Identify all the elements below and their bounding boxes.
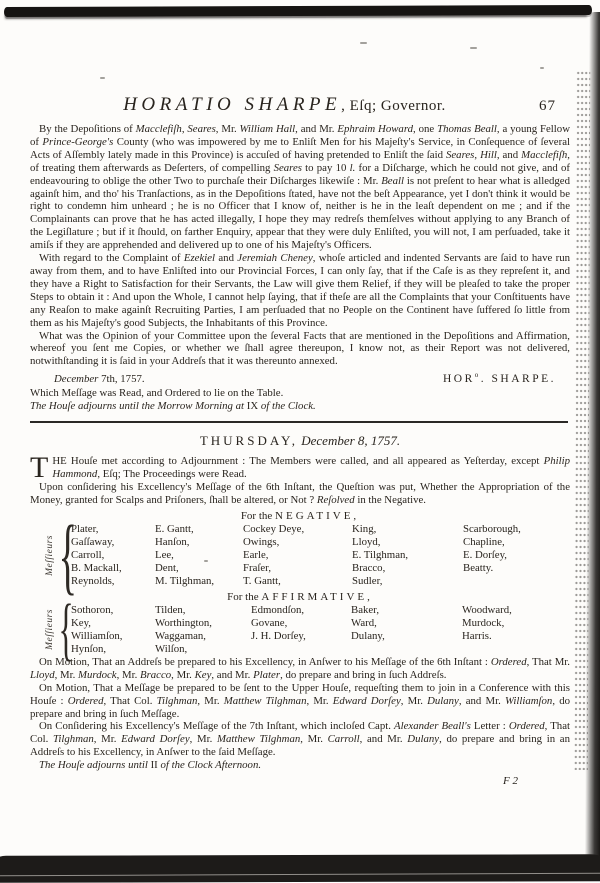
member-name: Earle, — [243, 548, 269, 561]
text-segment: AFFIRMATIVE, — [261, 590, 373, 603]
text-segment: is not preſent to hear what is alledged againſt him, and tho' his Tranſactions, as in the Depoſitions ſtated, have not the beſt Appearance, yet I don't think it would be right to condemn him unheard ; he is no Officer that I know of, neither is he in the leaſt dependent on me ; and if the Complainants can prove that he has acted illegally, I hope they may redreſs themſelves without applying to any Branch of the Legiſlature ; but if it ſhould, on farther Enquiry, appear that they were duly Enliſted, you will not, I am perſuaded, take it amiſs if they are apprehended and delivered up to one of his Majeſty's Officers. — [30, 174, 570, 252]
text-segment: , Mr. — [189, 733, 217, 746]
text-segment: , — [181, 123, 188, 135]
text-segment: , and Mr. — [211, 668, 254, 681]
text-segment: , and Mr. — [359, 733, 408, 746]
scan-speck — [100, 77, 105, 79]
member-name: King, — [352, 522, 377, 535]
text-segment: Ordered — [508, 720, 545, 733]
division-column — [463, 523, 525, 588]
member-name: Worthington, — [155, 616, 213, 629]
text-segment: of the Clock Afternoon. — [157, 759, 262, 772]
message-paragraph-1 — [30, 123, 570, 252]
text-segment: Letter : — [470, 720, 509, 733]
text-segment: , — [474, 148, 481, 161]
text-segment: Ezekiel — [183, 252, 216, 265]
member-name: Wilſon, — [155, 642, 188, 655]
text-segment: Tilghman — [52, 733, 94, 746]
text-segment: On Motion, That an Addreſs be prepared to his Excellency, in Anſwer to his Meſſage of the 6th Inſtant : — [39, 655, 491, 668]
motion-paragraph-3 — [30, 720, 570, 759]
division-column — [71, 523, 155, 588]
division-column — [71, 604, 155, 656]
governor-message — [30, 123, 570, 368]
text-segment: , and Mr. — [458, 694, 505, 707]
member-name: E. Gantt, — [155, 522, 194, 535]
text-segment: Seares — [273, 161, 302, 174]
text-segment: , and Mr. — [295, 123, 338, 135]
list-brace: { — [58, 507, 78, 604]
text-segment: , Mr. — [116, 668, 140, 681]
member-name: Owings, — [243, 535, 280, 548]
text-segment: to pay 10 — [301, 161, 350, 174]
text-segment: . SHARPE. — [480, 373, 556, 386]
scan-bottom-page-edge-line — [0, 873, 600, 876]
text-segment: Williamſon — [504, 694, 553, 707]
member-name: Cockey Deye, — [243, 522, 305, 535]
member-name: Harris. — [462, 629, 492, 642]
member-name: J. H. Dorſey, — [251, 629, 306, 642]
governor-signature — [443, 369, 556, 386]
affirmative-heading — [30, 591, 570, 604]
text-segment: Thomas Beall — [437, 123, 497, 135]
scan-speck — [470, 47, 477, 49]
page-content — [30, 94, 570, 787]
member-name: E. Dorſey, — [463, 548, 507, 561]
member-name: M. Tilghman, — [155, 574, 215, 587]
text-segment: Beall — [381, 174, 404, 187]
scan-top-edge-shadow — [4, 5, 592, 17]
member-name: Gaſſaway, — [71, 535, 115, 548]
motion-paragraph-2 — [30, 682, 570, 721]
session-paragraph-1-text — [52, 455, 570, 480]
text-segment: Dulany — [427, 694, 459, 707]
member-name: B. Mackall, — [71, 561, 122, 574]
division-column — [351, 604, 462, 656]
text-segment: Upon conſidering his Excellency's Meſſage of the 6th Inſtant, the Queſtion was put, Whether the Appropriation of the Money, granted for Scalps and Priſoners, ſhall be altered, or Not ? — [30, 481, 570, 506]
text-segment: Murdock — [78, 668, 117, 681]
member-name: Govane, — [251, 616, 288, 629]
message-read-line — [30, 387, 570, 400]
member-name: Bracco, — [352, 561, 386, 574]
session-heading — [30, 433, 570, 449]
text-segment: County (who was impowered by me to Enliſt Men for his Majeſty's Service, in Conſequence of ſeveral Acts of Aſſembly lately made in this Province) is accuſed of having pretended to Enliſt the ſaid — [30, 135, 570, 161]
text-segment: Philip Hammond — [52, 455, 570, 481]
text-segment: Reſolved — [316, 493, 355, 506]
text-segment: THURSDAY, — [199, 433, 298, 449]
text-segment: , Mr. — [215, 123, 240, 135]
message-paragraph-3 — [30, 330, 570, 369]
scan-bottom-edge-shadow — [0, 854, 600, 883]
text-segment: December 8, 1757. — [301, 433, 401, 449]
text-segment: Matthew Tilghman — [223, 694, 307, 707]
dateline-row — [30, 368, 570, 386]
motion-paragraph-1 — [30, 656, 570, 682]
text-segment: , Mr. — [54, 668, 78, 681]
affirmative-columns — [71, 604, 570, 656]
text-segment: Plater — [253, 668, 281, 681]
member-name: T. Gantt, — [243, 574, 281, 587]
messieurs-label: Meſſieurs — [45, 609, 55, 651]
running-head — [30, 94, 570, 116]
page-number: 67 — [539, 98, 556, 114]
text-segment: Prince-George's — [42, 135, 114, 148]
adjournment-line — [30, 400, 570, 413]
text-segment: Macclefiſh — [135, 123, 182, 135]
text-segment: l. — [349, 161, 356, 174]
text-segment: , That Col. — [30, 720, 571, 746]
text-segment: With regard to the Complaint of — [39, 252, 184, 265]
text-segment: , That Mr. — [526, 655, 570, 668]
member-name: Lee, — [155, 548, 174, 561]
member-name: Sothoron, — [71, 603, 114, 616]
text-segment: , whoſe articled and indented Servants are ſaid to have run away from them, and to have Enliſted into our Provincial Forces, I can only ſay, that if the Caſe is as they repreſent it, and they have a Right to Satisfaction for their Servants, the Law will give them Relief, if they will be pleaſed to take the proper Steps to obtain it : And upon the Whole, I cannot help ſaying, that if theſe are all the Complaints that your Conſtituents have any Reaſon to make againſt Recruiting Parties, I am perſuaded that no People on the Continent have ſuffered ſo little from them as his Majeſty's good Subjects, the Inhabitants of this Province. — [30, 252, 570, 329]
text-segment: The Houſe adjourns until the Morrow Morning at — [30, 400, 247, 413]
member-name: Hynſon, — [71, 642, 107, 655]
text-segment: HORATIO SHARPE — [123, 94, 342, 115]
member-name: Williamſon, — [71, 629, 123, 642]
member-name: Murdock, — [462, 616, 505, 629]
division-column — [243, 523, 352, 588]
text-segment: What was the Opinion of your Committee upon the ſeveral Facts that are mentioned in the Depoſitions and Affirmation, whereof you ſent me Copies, or whether we ſhall agree thereupon, I know not, as their Report was not delivered, notwithſtanding it is ſaid in your Addreſs that it was thereunto annexed. — [30, 329, 570, 368]
text-segment: Edward Dorſey — [121, 733, 190, 746]
member-name: Scarborough, — [463, 522, 521, 535]
session-paragraph-2 — [30, 481, 570, 507]
message-paragraph-2 — [30, 252, 570, 329]
text-segment: , Eſq; The Proceedings were Read. — [97, 468, 247, 481]
text-segment: , one — [413, 123, 438, 135]
text-segment: II — [150, 759, 158, 772]
text-segment: , Mr. — [400, 694, 428, 707]
division-column — [155, 523, 243, 588]
member-name: Woodward, — [462, 603, 512, 616]
text-segment: , do prepare and bring in ſuch Meſſage. — [30, 694, 570, 720]
division-column — [462, 604, 516, 656]
text-segment: On Motion, That a Meſſage be prepared to be ſent to the Upper Houſe, requeſting them to join in a Conference with this Houſe : — [30, 681, 570, 707]
text-segment: , do prepare and bring in an Addreſs to his Excellency, in Anſwer to the ſaid Meſſage. — [30, 733, 570, 759]
text-segment: Alexander Beall's — [394, 720, 471, 733]
text-segment: HE Houſe met according to Adjournment : The Members were called, and all appeared as Yeſterday, except — [52, 455, 544, 468]
text-segment: The Houſe adjourns until — [39, 759, 151, 772]
text-segment: , Mr. — [171, 668, 195, 681]
text-segment: Ephraim Howard — [337, 123, 414, 135]
text-segment: , Mr. — [306, 694, 333, 707]
drop-cap: T — [30, 451, 49, 485]
text-segment: for a Diſcharge, which he could not give, and of endeavouring to oblige the other Two to purchaſe their Diſcharges likewiſe : Mr. — [30, 161, 570, 187]
text-segment: , and — [496, 148, 522, 161]
text-segment: Ordered — [67, 694, 104, 707]
dateline — [54, 373, 145, 386]
text-segment: NEGATIVE, — [275, 509, 360, 522]
member-name: Chapline, — [463, 535, 505, 548]
text-segment: Jeremiah Cheney — [237, 252, 313, 265]
text-segment: , Mr. — [197, 694, 224, 707]
member-name: Key, — [71, 616, 91, 629]
text-segment: Hill — [480, 148, 497, 161]
text-segment: Tilghman — [156, 694, 198, 707]
member-name: Baker, — [351, 603, 380, 616]
member-name: Reynolds, — [71, 574, 115, 587]
text-segment: For the — [240, 509, 276, 522]
text-segment: For the — [227, 590, 262, 603]
text-segment: 7th, 1757. — [98, 373, 145, 386]
member-name: Tilden, — [155, 603, 186, 616]
text-segment: Which Meſſage was Read, and Ordered to lie on the Table. — [30, 387, 284, 400]
session-opening — [30, 451, 570, 507]
member-name: Beatty. — [463, 561, 494, 574]
text-segment: of the Clock. — [258, 400, 316, 413]
text-segment: Bracco — [139, 668, 172, 681]
scan-speck — [360, 42, 367, 44]
text-segment: Macclefiſh — [521, 148, 568, 161]
session-paragraph-1 — [30, 451, 570, 485]
signature-mark: F 2 — [503, 775, 518, 788]
member-name: Waggaman, — [155, 629, 206, 642]
member-name: Lloyd, — [352, 535, 381, 548]
page-title — [30, 94, 539, 116]
member-name: Fraſer, — [243, 561, 272, 574]
text-segment: o — [474, 371, 481, 380]
negative-heading — [30, 510, 570, 523]
text-segment: On Conſidering his Excellency's Meſſage of the 7th Inſtant, which incloſed Capt. — [39, 720, 395, 733]
text-segment: Matthew Tilghman — [216, 733, 301, 746]
text-segment: Edward Dorſey — [332, 694, 401, 707]
text-segment: Seares — [445, 148, 475, 161]
section-rule — [30, 421, 568, 423]
text-segment: William Hall — [239, 123, 296, 135]
member-name: Carroll, — [71, 548, 105, 561]
member-name: E. Tilghman, — [352, 548, 409, 561]
member-name: Sudler, — [352, 574, 383, 587]
text-segment: Carroll — [327, 733, 360, 746]
text-segment: , do prepare and bring in ſuch Addreſs. — [280, 668, 447, 681]
text-segment: Seares — [187, 123, 216, 135]
messieurs-label: Meſſieurs — [45, 534, 55, 576]
text-segment: , That Col. — [103, 694, 157, 707]
text-segment: December — [54, 373, 99, 386]
motions — [30, 656, 570, 772]
member-name: Edmondſon, — [251, 603, 305, 616]
member-name: Ward, — [351, 616, 377, 629]
member-name: Plater, — [71, 522, 99, 535]
division-column — [155, 604, 251, 656]
text-segment: Dulany — [407, 733, 440, 746]
member-name: Hanſon, — [155, 535, 190, 548]
text-segment: , Mr. — [93, 733, 122, 746]
text-segment: , Eſq; Governor. — [341, 98, 446, 114]
division-column — [352, 523, 463, 588]
text-segment: By the Depoſitions of — [39, 123, 136, 135]
list-brace: { — [58, 590, 74, 668]
text-segment: Key — [194, 668, 212, 681]
text-segment: HOR — [442, 373, 475, 386]
text-segment: , of treating them afterwards as Deſerters, of compelling — [30, 148, 570, 174]
text-segment: in the Negative. — [354, 493, 426, 506]
negative-columns — [71, 523, 570, 588]
final-adjournment-line — [30, 759, 570, 772]
scan-speck — [540, 67, 544, 69]
text-segment: IX — [246, 400, 259, 413]
text-segment: , Mr. — [300, 733, 328, 746]
member-name: Dulany, — [351, 629, 385, 642]
member-name: Dent, — [155, 561, 179, 574]
division-column — [251, 604, 351, 656]
text-segment: Lloyd — [30, 668, 55, 681]
text-segment: , a young Fellow of — [30, 123, 571, 148]
text-segment: and — [215, 252, 238, 265]
text-segment: Ordered — [490, 655, 527, 668]
